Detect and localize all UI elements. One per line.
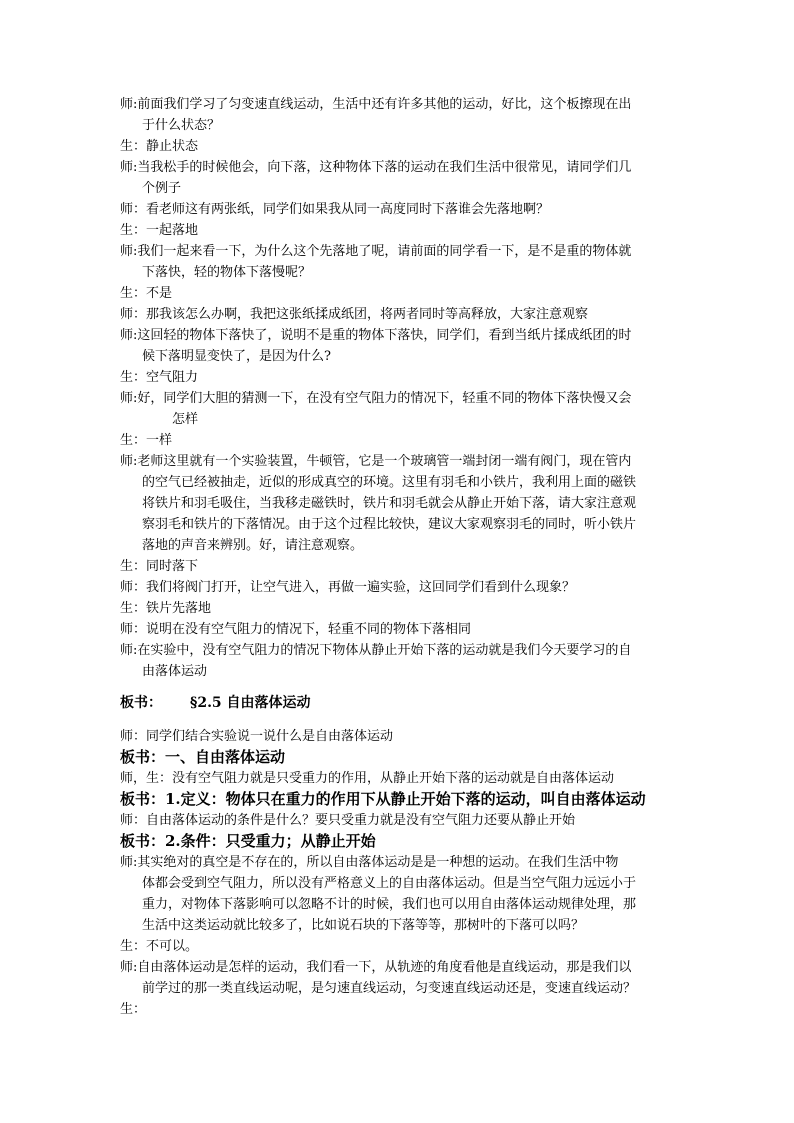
dialogue-line bbox=[120, 304, 680, 325]
speaker-label: 生： bbox=[120, 939, 147, 954]
dialogue-text: 我们将阀门打开，让空气进入，再做一遍实验，这回同学们看到什么现象？ bbox=[146, 580, 576, 595]
dialogue-line bbox=[120, 325, 680, 346]
speaker-label: 师： bbox=[120, 202, 147, 217]
dialogue-text: 说明在没有空气阻力的情况下，轻重不同的物体下落相同 bbox=[146, 622, 472, 637]
speaker-label: 生： bbox=[120, 370, 147, 385]
speaker-label: 生： bbox=[120, 139, 147, 154]
dialogue-line bbox=[120, 199, 680, 220]
dialogue-text: 不是 bbox=[146, 286, 173, 301]
speaker-label: 生： bbox=[120, 286, 147, 301]
dialogue-line bbox=[120, 936, 680, 957]
dialogue-text: 这回轻的物体下落快了，说明不是重的物体下落快，同学们，看到当纸片揉成纸团的时 bbox=[137, 328, 632, 343]
speaker-label: 师: bbox=[120, 454, 138, 469]
speaker-label: 师： bbox=[120, 307, 147, 322]
dialogue-continuation: 下落快，轻的物体下落慢呢？ bbox=[142, 265, 312, 280]
speaker-label: 生： bbox=[120, 601, 147, 616]
dialogue-continuation: 由落体运动 bbox=[142, 664, 208, 679]
dialogue-text: 看老师这有两张纸，同学们如果我从同一高度同时下落谁会先落地啊？ bbox=[146, 202, 550, 217]
dialogue-line bbox=[120, 430, 680, 451]
dialogue-line bbox=[120, 451, 680, 472]
dialogue-continuation: 生活中这类运动就比较多了，比如说石块的下落等等，那树叶的下落可以吗？ bbox=[142, 918, 585, 933]
speaker-label: 师: bbox=[120, 160, 138, 175]
dialogue-text: 在实验中，没有空气阻力的情况下物体从静止开始下落的运动就是我们今天要学习的自 bbox=[137, 643, 632, 658]
speaker-label: 师: bbox=[120, 244, 138, 259]
speaker-label: 师: bbox=[120, 328, 138, 343]
dialogue-text: 一样 bbox=[146, 433, 173, 448]
board-note: 板书：一、自由落体运动 bbox=[120, 748, 286, 766]
dialogue-continuation: 个例子 bbox=[142, 181, 182, 196]
dialogue-continuation: 重力，对物体下落影响可以忽略不计的时候，我们也可以用自由落体运动规律处理，那 bbox=[142, 897, 637, 912]
dialogue-line bbox=[120, 726, 680, 747]
dialogue-line bbox=[120, 577, 680, 598]
heading-title: §2.5 自由落体运动 bbox=[190, 695, 311, 711]
dialogue-line bbox=[120, 136, 680, 157]
speaker-label: 师： bbox=[120, 813, 147, 828]
dialogue-continuation: 察羽毛和铁片的下落情况。由于这个过程比较快，建议大家观察羽毛的同时，听小铁片 bbox=[142, 517, 637, 532]
dialogue-continuation: 怎样 bbox=[172, 412, 199, 427]
dialogue-text: 那我该怎么办啊，我把这张纸揉成纸团，将两者同时等高释放，大家注意观察 bbox=[146, 307, 589, 322]
dialogue-line bbox=[120, 640, 680, 661]
dialogue-line bbox=[120, 388, 680, 409]
speaker-label: 师： bbox=[120, 622, 147, 637]
dialogue-text: 其实绝对的真空是不存在的，所以自由落体运动是是一种想的运动。在我们生活中物 bbox=[137, 855, 619, 870]
speaker-label: 生： bbox=[120, 559, 147, 574]
dialogue-text: 铁片先落地 bbox=[146, 601, 212, 616]
speaker-label: 师: bbox=[120, 391, 138, 406]
speaker-label: 生： bbox=[120, 433, 147, 448]
dialogue-text: 老师这里就有一个实验装置，牛顿管，它是一个玻璃管一端封闭一端有阀门，现在管内 bbox=[137, 454, 632, 469]
dialogue-line bbox=[120, 598, 680, 619]
dialogue-text: 自由落体运动的条件是什么？要只受重力就是没有空气阻力还要从静止开始 bbox=[146, 813, 576, 828]
dialogue-text bbox=[146, 999, 680, 1020]
dialogue-text: 静止状态 bbox=[146, 139, 199, 154]
dialogue-text: 好，同学们大胆的猜测一下，在没有空气阻力的情况下，轻重不同的物体下落快慢又会 bbox=[137, 391, 632, 406]
dialogue-text: 同学们结合实验说一说什么是自由落体运动 bbox=[146, 729, 394, 744]
dialogue-continuation: 于什么状态？ bbox=[142, 118, 221, 133]
heading-label: 板书： bbox=[120, 695, 162, 711]
dialogue-line bbox=[120, 999, 680, 1020]
dialogue-text: 同时落下 bbox=[146, 559, 199, 574]
speaker-label: 师: bbox=[120, 643, 138, 658]
dialogue-text: 空气阻力 bbox=[146, 370, 199, 385]
dialogue-line bbox=[120, 220, 680, 241]
dialogue-continuation: 将铁片和羽毛吸住，当我移走磁铁时，铁片和羽毛就会从静止开始下落，请大家注意观 bbox=[142, 496, 637, 511]
board-note: 板书：1.定义：物体只在重力的作用下从静止开始下落的运动，叫自由落体运动 bbox=[120, 790, 646, 808]
dialogue-text: 前面我们学习了匀变速直线运动，生活中还有许多其他的运动，好比，这个板擦现在出 bbox=[137, 97, 632, 112]
dialogue-line bbox=[120, 852, 680, 873]
dialogue-text: 当我松手的时候他会，向下落，这种物体下落的运动在我们生活中很常见，请同学们几 bbox=[137, 160, 632, 175]
speaker-label: 师: bbox=[120, 855, 138, 870]
dialogue-line bbox=[120, 619, 680, 640]
dialogue-continuation: 的空气已经被抽走，近似的形成真空的环境。这里有羽毛和小铁片，我利用上面的磁铁 bbox=[142, 475, 637, 490]
dialogue-text: 没有空气阻力就是只受重力的作用，从静止开始下落的运动就是自由落体运动 bbox=[172, 771, 615, 786]
speaker-label: 师: bbox=[120, 97, 138, 112]
speaker-label: 师： bbox=[120, 580, 147, 595]
document-page bbox=[120, 94, 680, 1020]
dialogue-line bbox=[120, 810, 680, 831]
dialogue-line bbox=[120, 241, 680, 262]
dialogue-text: 我们一起来看一下，为什么这个先落地了呢，请前面的同学看一下，是不是重的物体就 bbox=[137, 244, 632, 259]
dialogue-line bbox=[120, 157, 680, 178]
dialogue-section-2 bbox=[120, 726, 680, 1020]
dialogue-continuation: 候下落明显变快了，是因为什么? bbox=[142, 349, 331, 364]
dialogue-continuation: 落地的声音来辨别。好，请注意观察。 bbox=[142, 538, 364, 553]
speaker-label: 师: bbox=[120, 960, 138, 975]
board-note: 板书：2.条件：只受重力；从静止开始 bbox=[120, 832, 376, 850]
dialogue-line bbox=[120, 957, 680, 978]
section-heading bbox=[120, 692, 680, 714]
dialogue-continuation: 体都会受到空气阻力，所以没有严格意义上的自由落体运动。但是当空气阻力远远小于 bbox=[142, 876, 637, 891]
speaker-label: 师： bbox=[120, 729, 147, 744]
speaker-label: 师，生： bbox=[120, 771, 173, 786]
dialogue-line bbox=[120, 283, 680, 304]
speaker-label: 生： bbox=[120, 223, 147, 238]
dialogue-text: 一起落地 bbox=[146, 223, 199, 238]
dialogue-text: 不可以。 bbox=[146, 939, 199, 954]
dialogue-section-1 bbox=[120, 94, 680, 682]
dialogue-line bbox=[120, 367, 680, 388]
dialogue-line bbox=[120, 768, 680, 789]
dialogue-continuation: 前学过的那一类直线运动呢，是匀速直线运动，匀变速直线运动还是，变速直线运动？ bbox=[142, 981, 637, 996]
dialogue-line bbox=[120, 556, 680, 577]
dialogue-line bbox=[120, 94, 680, 115]
dialogue-text: 自由落体运动是怎样的运动，我们看一下，从轨迹的角度看他是直线运动，那是我们以 bbox=[137, 960, 632, 975]
speaker-label: 生： bbox=[120, 1002, 147, 1017]
